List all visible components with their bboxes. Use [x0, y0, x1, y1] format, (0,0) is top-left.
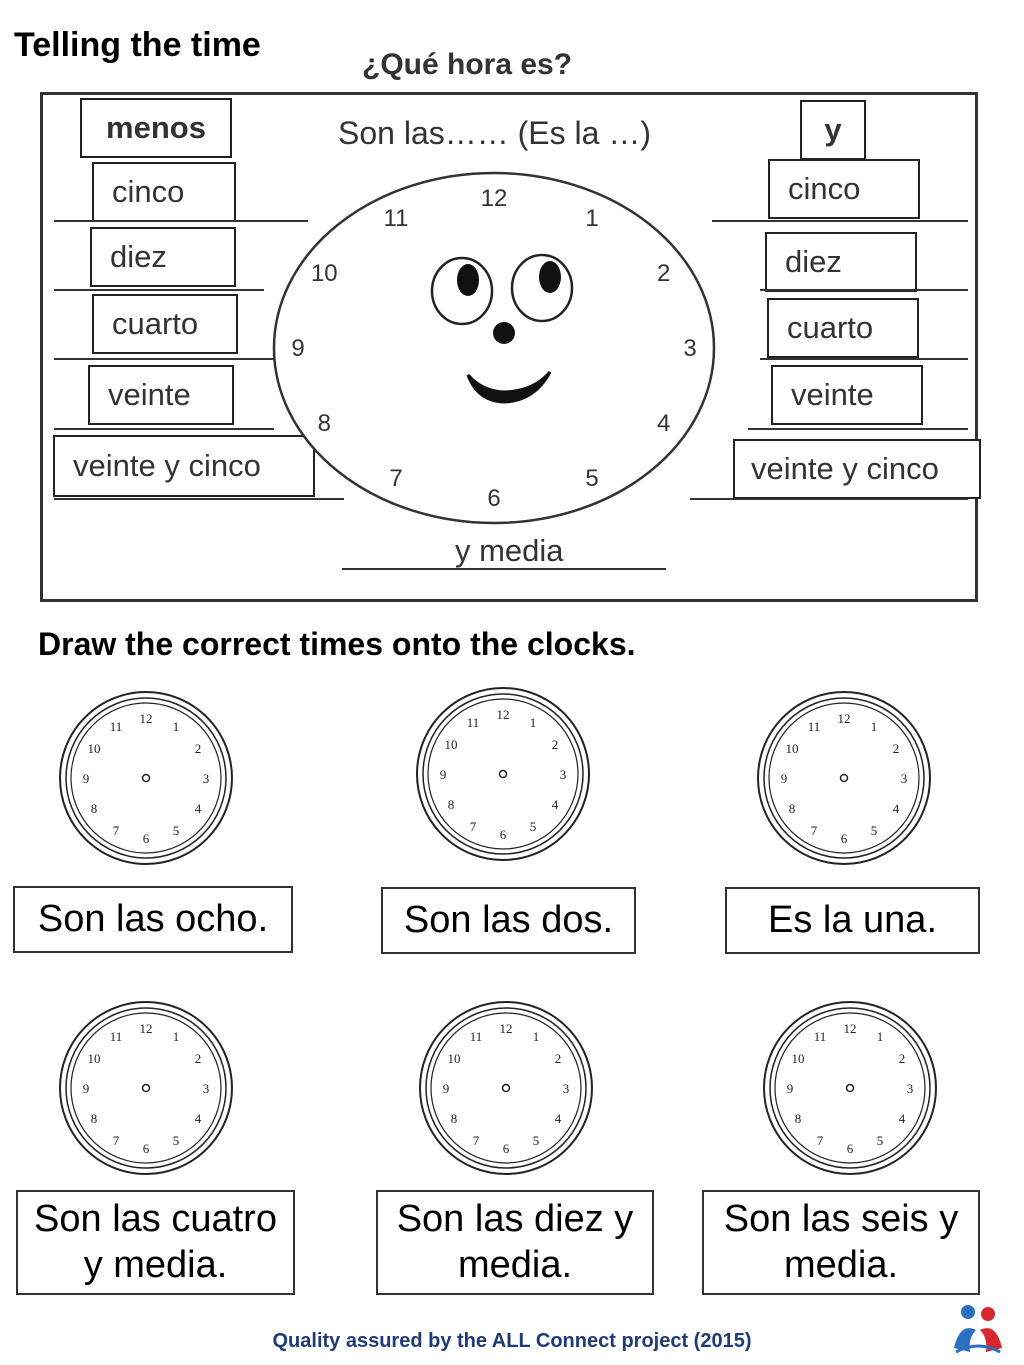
clock-number: 1: [529, 715, 537, 730]
clock-number: 8: [794, 1111, 802, 1126]
clock-number: 1: [172, 719, 180, 734]
guide-line: [54, 289, 264, 291]
clock-number: 4: [194, 1111, 202, 1126]
clock-number: 5: [876, 1133, 884, 1148]
guide-line: [54, 358, 274, 360]
son-las-label: Son las…… (Es la …): [338, 115, 651, 151]
clock-center: [143, 1085, 150, 1092]
exercise-label-5: Son las diez y media.: [376, 1190, 654, 1295]
clock-number: 11: [383, 205, 409, 233]
clock-number: 1: [532, 1029, 540, 1044]
clock-number: 6: [487, 485, 501, 512]
exercise-label-3: Es la una.: [725, 887, 980, 954]
clock-number: 8: [90, 801, 98, 816]
clock-number: 9: [442, 1081, 450, 1096]
clock-number: 9: [780, 771, 788, 786]
menos-item-veinte-y-cinco: veinte y cinco: [53, 435, 315, 497]
clock-number: 9: [439, 767, 447, 782]
clock-number: 2: [892, 741, 900, 756]
clock-number: 2: [194, 1051, 202, 1066]
clock-number: 3: [900, 771, 908, 786]
clock-number: 5: [870, 823, 878, 838]
menos-item-veinte: veinte: [88, 365, 234, 425]
clock-number: 7: [810, 823, 818, 838]
clock-number: 12: [843, 1021, 857, 1036]
clock-number: 3: [683, 335, 697, 362]
clock-number: 7: [472, 1133, 480, 1148]
clock-outline: [274, 173, 714, 523]
footer-credit: Quality assured by the ALL Connect project (2015): [272, 1330, 752, 1352]
clock-center: [841, 775, 848, 782]
blank-clock-2[interactable]: [413, 684, 593, 864]
guide-line: [760, 289, 968, 291]
clock-number: 5: [172, 823, 180, 838]
clock-number: 12: [139, 711, 153, 726]
face-nose-icon: [493, 322, 515, 344]
clock-number: 4: [554, 1111, 562, 1126]
clock-number: 2: [194, 741, 202, 756]
clock-number: 10: [87, 1051, 101, 1066]
clock-center: [503, 1085, 510, 1092]
clock-number: 7: [816, 1133, 824, 1148]
exercise-label-4: Son las cuatro y media.: [16, 1190, 295, 1295]
clock-number: 7: [469, 819, 477, 834]
clock-number: 2: [657, 260, 671, 287]
clock-number: 11: [109, 719, 123, 734]
y-header: y: [800, 100, 866, 160]
y-item-cinco: cinco: [768, 159, 920, 219]
clock-number: 2: [898, 1051, 906, 1066]
clock-number: 8: [450, 1111, 458, 1126]
guide-line: [748, 428, 968, 430]
clock-number: 6: [499, 827, 507, 842]
y-item-veinte-y-cinco: veinte y cinco: [733, 439, 981, 499]
guide-line: [760, 358, 968, 360]
exercise-label-6: Son las seis y media.: [702, 1190, 980, 1295]
clock-number: 10: [444, 737, 458, 752]
clock-number: 6: [502, 1141, 510, 1156]
clock-number: 5: [585, 464, 599, 492]
clock-number: 6: [142, 1141, 150, 1156]
clock-number: 11: [466, 715, 480, 730]
guide-line: [712, 220, 968, 222]
clock-number: 3: [562, 1081, 570, 1096]
guide-line: [690, 498, 968, 500]
clock-number: 10: [785, 741, 799, 756]
blank-clock-5[interactable]: [416, 998, 596, 1178]
blank-clock-3[interactable]: [754, 688, 934, 868]
clock-number: 4: [194, 801, 202, 816]
clock-number: 6: [846, 1141, 854, 1156]
blank-clock-1[interactable]: [56, 688, 236, 868]
clock-number: 11: [813, 1029, 827, 1044]
all-connect-logo-icon: [948, 1300, 1008, 1358]
clock-number: 3: [906, 1081, 914, 1096]
clock-number: 5: [532, 1133, 540, 1148]
clock-number: 10: [447, 1051, 461, 1066]
clock-number: 4: [892, 801, 900, 816]
clock-center: [143, 775, 150, 782]
clock-number: 3: [202, 771, 210, 786]
clock-number: 6: [840, 831, 848, 846]
clock-number: 2: [554, 1051, 562, 1066]
y-item-diez: diez: [765, 232, 917, 292]
clock-number: 8: [90, 1111, 98, 1126]
face-left-eye-icon: [432, 258, 492, 324]
page-title: Telling the time: [14, 26, 261, 64]
clock-number: 10: [310, 260, 338, 287]
clock-number: 1: [870, 719, 878, 734]
clock-number: 11: [109, 1029, 123, 1044]
clock-number: 3: [559, 767, 567, 782]
clock-number: 2: [551, 737, 559, 752]
diagram-heading: ¿Qué hora es?: [362, 48, 573, 81]
clock-number: 1: [585, 205, 599, 233]
clock-number: 10: [791, 1051, 805, 1066]
menos-item-diez: diez: [90, 227, 236, 287]
clock-number: 8: [788, 801, 796, 816]
clock-number: 11: [469, 1029, 483, 1044]
menos-header: menos: [80, 98, 232, 158]
clock-number: 12: [496, 707, 510, 722]
face-right-eye-icon: [512, 255, 572, 321]
clock-number: 9: [82, 771, 90, 786]
clock-center: [500, 771, 507, 778]
exercise-label-2: Son las dos.: [381, 887, 636, 954]
clock-number: 4: [657, 410, 671, 437]
clock-number: 7: [389, 464, 403, 492]
clock-number: 4: [898, 1111, 906, 1126]
clock-number: 8: [447, 797, 455, 812]
clock-number: 5: [529, 819, 537, 834]
clock-number: 12: [139, 1021, 153, 1036]
clock-number: 7: [112, 823, 120, 838]
y-item-cuarto: cuarto: [767, 298, 919, 358]
clock-number: 6: [142, 831, 150, 846]
clock-center: [847, 1085, 854, 1092]
clock-number: 12: [499, 1021, 513, 1036]
guide-line: [54, 220, 308, 222]
exercise-label-1: Son las ocho.: [13, 886, 293, 953]
y-media-label: y media: [455, 533, 564, 568]
clock-number: 4: [551, 797, 559, 812]
blank-clock-6[interactable]: [760, 998, 940, 1178]
menos-item-cinco: cinco: [92, 162, 236, 222]
y-item-veinte: veinte: [771, 365, 923, 425]
clock-number: 12: [837, 711, 851, 726]
menos-item-cuarto: cuarto: [92, 294, 238, 354]
guide-line: [54, 428, 274, 430]
clock-number: 7: [112, 1133, 120, 1148]
clock-number: 9: [786, 1081, 794, 1096]
clock-number: 5: [172, 1133, 180, 1148]
blank-clock-4[interactable]: [56, 998, 236, 1178]
clock-number: 3: [202, 1081, 210, 1096]
clock-number: 1: [876, 1029, 884, 1044]
clock-number: 12: [480, 185, 508, 212]
clock-number: 11: [807, 719, 821, 734]
clock-number: 9: [291, 335, 305, 362]
clock-number: 9: [82, 1081, 90, 1096]
clock-face-diagram: [272, 165, 716, 585]
clock-number: 1: [172, 1029, 180, 1044]
instruction-text: Draw the correct times onto the clocks.: [38, 626, 636, 662]
clock-number: 10: [87, 741, 101, 756]
clock-number: 8: [317, 410, 331, 437]
